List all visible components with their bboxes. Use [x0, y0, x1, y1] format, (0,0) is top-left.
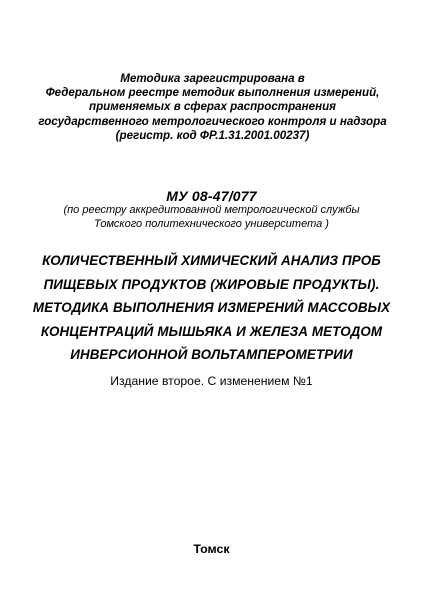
document-title	[18, 249, 405, 367]
document-title-line: ИНВЕРСИОННОЙ ВОЛЬТАМПЕРОМЕТРИИ	[70, 347, 353, 363]
registration-note-line: государственного метрологического контроля и надзора	[38, 114, 387, 128]
registry-note-line: Томского политехнического университета )	[94, 218, 329, 230]
edition-line: Издание второе. С изменением №1	[110, 374, 313, 388]
registration-note-line: (регистр. код ФР.1.31.2001.00237)	[115, 128, 310, 142]
document-title-line: КОЛИЧЕСТВЕННЫЙ ХИМИЧЕСКИЙ АНАЛИЗ ПРОБ	[42, 253, 381, 268]
document-designation: МУ 08-47/077	[166, 188, 257, 204]
registry-note-line: (по реестру аккредитованной метрологической службы	[63, 204, 360, 216]
registration-note-line: Федеральном реестре методик выполнения измерений,	[45, 86, 380, 100]
registry-note	[0, 203, 423, 231]
registration-note-line: применяемых в сферах распространения	[89, 100, 336, 114]
registration-note	[30, 72, 395, 143]
registration-note-line: Методика зарегистрирована в	[120, 72, 305, 85]
document-title-line: ПИЩЕВЫХ ПРОДУКТОВ (ЖИРОВЫЕ ПРОДУКТЫ).	[43, 276, 380, 292]
publication-city: Томск	[193, 542, 230, 556]
document-title-line: МЕТОДИКА ВЫПОЛНЕНИЯ ИЗМЕРЕНИЙ МАССОВЫХ	[32, 300, 391, 316]
document-title-line: КОНЦЕНТРАЦИЙ МЫШЬЯКА И ЖЕЛЕЗА МЕТОДОМ	[40, 323, 383, 339]
